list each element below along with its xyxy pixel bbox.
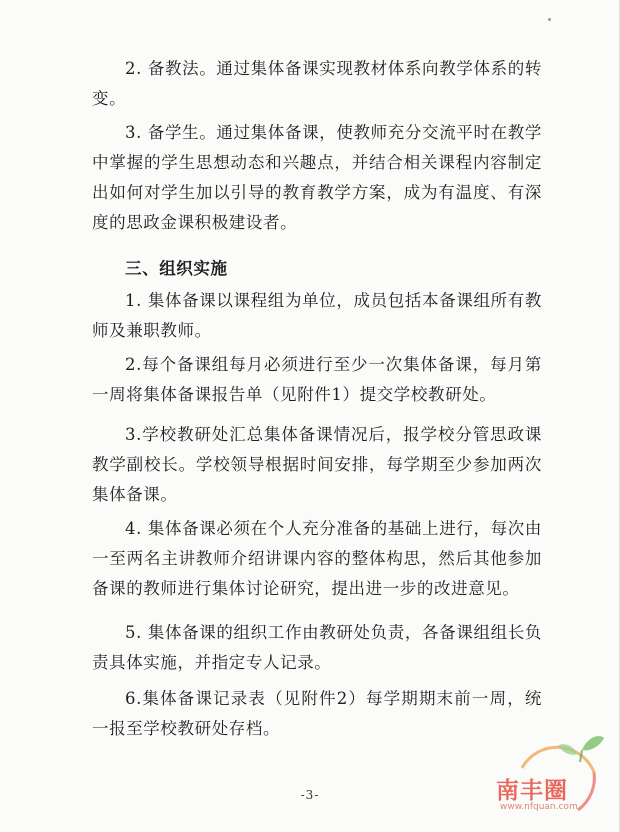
scan-speck xyxy=(548,18,551,21)
paragraph-teaching-methods: 2. 备教法。通过集体备课实现教材体系向教学体系的转变。 xyxy=(92,59,542,108)
paragraph-item-4: 4. 集体备课必须在个人充分准备的基础上进行，每次由一至两名主讲教师介绍讲课内容的整体构思，然后其他参加备课的教师进行集体讨论研究，提出进一步的改进意见。 xyxy=(92,519,542,598)
paragraph-item-3: 3.学校教研处汇总集体备课情况后，报学校分管思政课教学副校长。学校领导根据时间安排，每学期至少参加两次集体备课。 xyxy=(92,425,542,504)
paragraph-item-6: 6.集体备课记录表（见附件2）每学期期末前一周，统一报至学校教研处存档。 xyxy=(92,689,542,738)
paragraph-item-2: 2.每个备课组每月必须进行至少一次集体备课，每月第一周将集体备课报告单（见附件1）提交学校教研处。 xyxy=(92,355,542,404)
paragraph-item-5: 5. 集体备课的组织工作由教研处负责，各备课组组长负责具体实施，并指定专人记录。 xyxy=(92,623,542,672)
watermark-logo-text: 南丰圈 xyxy=(496,778,568,804)
paragraph-students: 3. 备学生。通过集体备课，使教师充分交流平时在教学中掌握的学生思想动态和兴趣点，并结合相关课程内容制定出如何对学生加以引导的教育教学方案，成为有温度、有深度的思政金课积极建设者。 xyxy=(92,123,542,232)
section-heading: 三、组织实施 xyxy=(125,259,228,278)
watermark xyxy=(478,728,606,818)
paragraph-item-1: 1. 集体备课以课程组为单位，成员包括本备课组所有教师及兼职教师。 xyxy=(92,291,542,340)
watermark-url: www.nfquan.com xyxy=(500,802,578,812)
page-number: -3- xyxy=(300,788,320,802)
